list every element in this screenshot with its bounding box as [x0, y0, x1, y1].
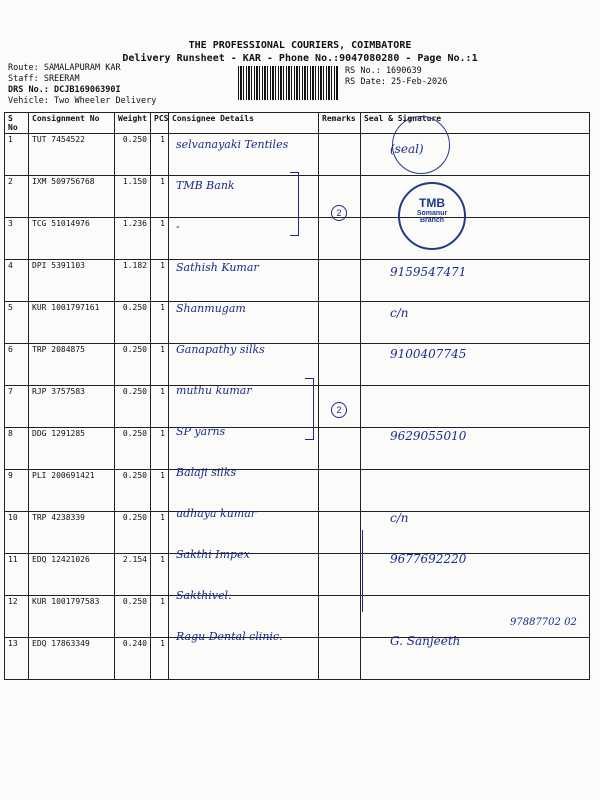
- phone-note-13: 97887702 02: [510, 617, 577, 628]
- handwritten-consignee: Ragu Dental clinic.: [176, 630, 283, 643]
- col-consignment: Consignment No: [29, 113, 115, 134]
- cell-remarks: [319, 470, 361, 512]
- drs-label: DRS No.: DCJB16906390I: [8, 85, 121, 95]
- cell-weight: 0.240: [115, 638, 151, 680]
- cell-pcs: 1: [151, 554, 169, 596]
- cell-weight: 0.250: [115, 386, 151, 428]
- handwritten-signature-note: 9100407745: [390, 347, 467, 361]
- cell-weight: 0.250: [115, 344, 151, 386]
- stamp-somanur: Somanur: [416, 210, 448, 217]
- handwritten-signature-note: 9159547471: [390, 265, 467, 279]
- col-consignee: Consignee Details: [169, 113, 319, 134]
- handwritten-signature-note: 9677692220: [390, 552, 467, 566]
- cell-sno: 3: [5, 218, 29, 260]
- rs-number: RS No.: 1690639: [345, 66, 422, 76]
- cell-consignment-no: KUR 1001797161: [29, 302, 115, 344]
- cell-sno: 10: [5, 512, 29, 554]
- route-block: [8, 63, 156, 107]
- cell-sno: 2: [5, 176, 29, 218]
- cell-pcs: 1: [151, 176, 169, 218]
- group-bracket-a: [290, 172, 299, 236]
- stamp-tmb: TMB: [419, 196, 445, 210]
- cell-remarks: [319, 218, 361, 260]
- handwritten-consignee: Sakthivel.: [176, 589, 232, 602]
- stamp-branch: Branch: [419, 217, 445, 224]
- rs-date: RS Date: 25-Feb-2026: [345, 77, 448, 87]
- cell-consignment-no: KUR 1001797583: [29, 596, 115, 638]
- cell-pcs: 1: [151, 470, 169, 512]
- cell-remarks: [319, 344, 361, 386]
- cell-weight: 1.150: [115, 176, 151, 218]
- cell-signature: [361, 470, 590, 512]
- group-bracket-c: [362, 530, 363, 612]
- col-pcs: PCS: [151, 113, 169, 134]
- handwritten-consignee: TMB Bank: [176, 179, 235, 192]
- handwritten-consignee: Ganapathy silks: [176, 343, 265, 356]
- runsheet-subtitle: Delivery Runsheet - KAR - Phone No.:9047080280 - Page No.:1: [122, 53, 478, 64]
- route-label: Route: SAMALAPURAM KAR: [8, 63, 121, 73]
- cell-consignment-no: TRP 4238339: [29, 512, 115, 554]
- cell-pcs: 1: [151, 344, 169, 386]
- cell-remarks: [319, 134, 361, 176]
- handwritten-signature-note: (seal): [390, 142, 424, 156]
- cell-sno: 13: [5, 638, 29, 680]
- company-title: THE PROFESSIONAL COURIERS, COIMBATORE: [188, 40, 412, 51]
- cell-sno: 8: [5, 428, 29, 470]
- handwritten-signature-note: c/n: [390, 511, 409, 525]
- cell-weight: 0.250: [115, 428, 151, 470]
- cell-signature: [361, 218, 590, 260]
- cell-consignment-no: EDQ 12421026: [29, 554, 115, 596]
- cell-remarks: [319, 512, 361, 554]
- cell-sno: 9: [5, 470, 29, 512]
- col-remarks: Remarks: [319, 113, 361, 134]
- cell-pcs: 1: [151, 596, 169, 638]
- cell-weight: 0.250: [115, 512, 151, 554]
- cell-remarks: [319, 554, 361, 596]
- cell-pcs: 1: [151, 386, 169, 428]
- cell-sno: 7: [5, 386, 29, 428]
- handwritten-consignee: SP yarns: [176, 425, 226, 438]
- cell-weight: 0.250: [115, 596, 151, 638]
- cell-weight: 0.250: [115, 134, 151, 176]
- cell-remarks: [319, 260, 361, 302]
- top-seal-stamp: [392, 116, 450, 174]
- cell-sno: 4: [5, 260, 29, 302]
- cell-consignment-no: RJP 3757583: [29, 386, 115, 428]
- cell-pcs: 1: [151, 302, 169, 344]
- cell-consignment-no: IXM 509756768: [29, 176, 115, 218]
- col-weight: Weight: [115, 113, 151, 134]
- cell-weight: 0.250: [115, 470, 151, 512]
- remark-circle-a: 2: [331, 205, 347, 221]
- cell-signature: [361, 386, 590, 428]
- cell-consignment-no: TRP 2084875: [29, 344, 115, 386]
- col-signature: Seal & Signature: [361, 113, 590, 134]
- barcode: [238, 66, 338, 100]
- vehicle-label: Vehicle: Two Wheeler Delivery: [8, 96, 157, 106]
- cell-pcs: 1: [151, 260, 169, 302]
- cell-sno: 12: [5, 596, 29, 638]
- cell-remarks: [319, 428, 361, 470]
- bank-seal-stamp: [398, 182, 466, 250]
- cell-consignment-no: TUT 7454522: [29, 134, 115, 176]
- cell-remarks: [319, 596, 361, 638]
- cell-pcs: 1: [151, 428, 169, 470]
- cell-consignment-no: EDQ 17863349: [29, 638, 115, 680]
- cell-remarks: [319, 638, 361, 680]
- handwritten-signature-note: 9629055010: [390, 429, 467, 443]
- handwritten-consignee: -: [176, 220, 180, 233]
- cell-consignment-no: DDG 1291285: [29, 428, 115, 470]
- handwritten-consignee: selvanayaki Tentiles: [176, 138, 289, 151]
- cell-weight: 2.154: [115, 554, 151, 596]
- cell-weight: 0.250: [115, 302, 151, 344]
- rs-block: [345, 66, 447, 88]
- staff-label: Staff: SREERAM: [8, 74, 80, 84]
- col-sno: S No: [5, 113, 29, 134]
- handwritten-signature-note: G. Sanjeeth: [390, 634, 461, 648]
- handwritten-signature-note: c/n: [390, 306, 409, 320]
- cell-consignment-no: PLI 200691421: [29, 470, 115, 512]
- handwritten-consignee: udhaya kumar: [176, 507, 257, 520]
- handwritten-consignee: Sakthi Impex: [176, 548, 250, 561]
- cell-consignee: [169, 638, 319, 680]
- cell-signature: [361, 176, 590, 218]
- cell-pcs: 1: [151, 512, 169, 554]
- cell-sno: 5: [5, 302, 29, 344]
- cell-weight: 1.182: [115, 260, 151, 302]
- cell-pcs: 1: [151, 134, 169, 176]
- cell-pcs: 1: [151, 218, 169, 260]
- cell-sno: 6: [5, 344, 29, 386]
- table-header-row: [5, 113, 590, 134]
- cell-pcs: 1: [151, 638, 169, 680]
- handwritten-consignee: muthu kumar: [176, 384, 252, 397]
- cell-sno: 11: [5, 554, 29, 596]
- cell-consignment-no: TCG 51014976: [29, 218, 115, 260]
- cell-sno: 1: [5, 134, 29, 176]
- cell-consignment-no: DPI 5391103: [29, 260, 115, 302]
- handwritten-consignee: Shanmugam: [176, 302, 246, 315]
- remark-circle-b: 2: [331, 402, 347, 418]
- cell-remarks: [319, 302, 361, 344]
- handwritten-consignee: Balaji silks: [176, 466, 237, 479]
- group-bracket-b: [305, 378, 314, 440]
- handwritten-consignee: Sathish Kumar: [176, 261, 259, 274]
- cell-weight: 1.236: [115, 218, 151, 260]
